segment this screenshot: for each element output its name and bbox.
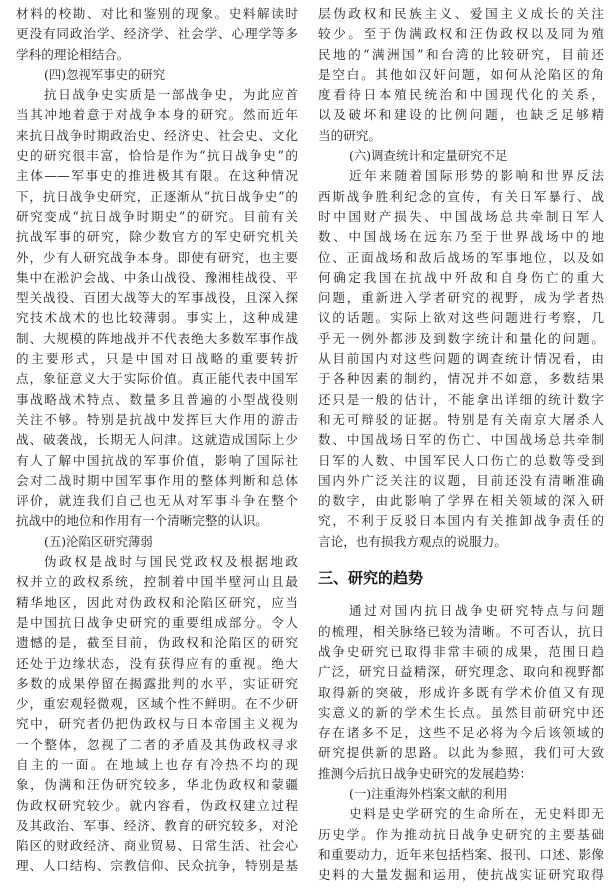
text-line: 和重要动力，近年来包括档案、报刊、口述、影像 (318, 846, 604, 862)
text-line: 较少。至于伪满政权和汪伪政权以及同为殖 (318, 26, 604, 42)
text-line: 及其政治、军事、经济、教育的研究较多，对沦 (16, 817, 298, 833)
text-line: 广泛，研究日益精深，研究理念、取向和视野都 (318, 664, 604, 680)
text-line: 型关战役、百团大战等大的军事战役，且深入探 (16, 290, 298, 306)
text-line: 存在诸多不足，这些不足必将为今后该领域的 (318, 725, 604, 741)
subsection-heading: (四)忽视军事史的研究 (44, 66, 166, 82)
text-line: 还只是一般的估计，不能拿出详细的统计数字 (318, 391, 604, 407)
text-line: 民地的“满洲国”和台湾的比较研究，目前还 (318, 46, 604, 62)
text-line: 主体——军事史的推进极其有限。在这种情况 (16, 168, 298, 184)
text-line: 当的研究。 (318, 127, 381, 143)
text-line: 史料是史学研究的生命所在，无史料即无 (349, 806, 604, 822)
section-heading: 三、研究的趋势 (318, 569, 424, 588)
text-line: 近年来随着国际形势的影响和世界反法 (349, 168, 604, 184)
text-line: 时中国财产损失、中国战场总共牵制日军人 (318, 208, 604, 224)
text-line: 理、人口结构、宗教信仰、民众抗争，特别是基 (16, 858, 298, 874)
text-line: 取得新的突破，形成许多既有学术价值又有现 (318, 684, 604, 700)
subsection-heading: (五)沦陷区研究薄弱 (44, 533, 153, 549)
text-line: 抗日战争史实质是一部战争史，为此应首 (44, 87, 298, 103)
text-line: 通过对国内抗日战争史研究特点与问题 (349, 603, 604, 619)
text-line: 陷区的财政经济、商业贸易、日常生活、社会心 (16, 838, 298, 854)
paragraph (16, 4, 298, 65)
text-line: 来抗日战争时期政治史、经济史、社会史、文化 (16, 127, 298, 143)
text-line: 多数的成果停留在揭露批判的水平，实证研究 (16, 675, 298, 691)
paragraph (318, 4, 604, 146)
text-line: 议的话题。实际上欲对这些问题进行考察，几 (318, 310, 604, 326)
text-line: 问题，重新进入学者研究的视野，成为学者热 (318, 290, 604, 306)
text-line: 伪政权研究较少。就内容看，伪政权建立过程 (16, 797, 298, 813)
text-line: 点，象征意义大于实际价值。真正能代表中国军 (16, 371, 298, 387)
text-line: 更没有同政治学、经济学、社会学、心理学等多 (16, 26, 298, 42)
left-column (16, 4, 298, 877)
text-line: 自主的一面。在地域上也存有冷热不均的现 (16, 756, 298, 772)
text-line: 的数字，由此影响了学界在相关领域的深入研 (318, 493, 604, 509)
text-line: 史的研究很丰富，恰恰是作为“抗日战争史”的 (16, 148, 298, 164)
text-line: 评价，就连我们自己也无从对军事斗争在整个 (16, 493, 298, 509)
paragraph (16, 552, 298, 877)
text-line: 集中在淞沪会战、中条山战役、豫湘桂战役、平 (16, 269, 298, 285)
text-line: 权并立的政权系统，控制着中国半壁河山且最 (16, 574, 298, 590)
paragraph (318, 804, 604, 885)
text-line: 遗憾的是，截至目前，伪政权和沦陷区的研究 (16, 635, 298, 651)
text-line: 是空白。其他如汉奸问题，如何从沦陷区的角 (318, 66, 604, 82)
text-line: 数、中国战场日军的伤亡、中国战场总共牵制 (318, 432, 604, 448)
text-line: 有人了解中国抗战的军事价值，影响了国际社 (16, 452, 298, 468)
paragraph (318, 166, 604, 552)
text-line: 抗战军事的研究，除少数官方的军史研究机关 (16, 229, 298, 245)
paragraph (318, 601, 604, 784)
text-line: 数、中国战场在远东乃至于世界战场中的地 (318, 229, 604, 245)
text-line: 是中国抗日战争史研究的重要组成部分。令人 (16, 614, 298, 630)
text-line: 位、正面战场和敌后战场的军事地位，以及如 (318, 249, 604, 265)
right-column (318, 4, 604, 885)
text-line: 研究提供新的思路。以此为参照，我们可大致 (318, 745, 604, 761)
text-line: 关注不够。特别是抗战中发挥巨大作用的游击 (16, 411, 298, 427)
text-line: 日军的人数、中国军民人口伤亡的总数等受到 (318, 452, 604, 468)
paragraph (16, 85, 298, 532)
text-line: 乎无一例外都涉及到数字统计和量化的问题。 (318, 330, 604, 346)
text-line: 会对二战时期中国军事作用的整体判断和总体 (16, 472, 298, 488)
text-line: 究，不利于反驳日本国内有关推卸战争责任的 (318, 513, 604, 529)
text-line: 材料的校勘、对比和鉴别的现象。史料解读时 (16, 6, 298, 21)
text-line: 战、破袭战，长期无人问津。这就造成国际上少 (16, 432, 298, 448)
text-line: 西斯战争胜利纪念的宣传，有关日军暴行、战 (318, 188, 604, 204)
text-line: 层伪政权和民族主义、爱国主义成长的关注 (318, 6, 604, 21)
text-line: 还处于边缘状态，没有获得应有的重视。绝大 (16, 655, 298, 671)
text-line: 推测今后抗日战争史研究的发展趋势： (318, 765, 533, 781)
text-line: 战争史研究已取得非常丰硕的成果，范围日趋 (318, 643, 604, 659)
text-line: 外，少有人研究战争本身。即使有研究，也主要 (16, 249, 298, 265)
text-line: 从目前国内对这些问题的调查统计情况看，由 (318, 351, 604, 367)
text-line: 何确定我国在抗战中歼敌和自身伤亡的重大 (318, 269, 604, 285)
text-line: 精华地区，因此对伪政权和沦陷区研究，应当 (16, 594, 298, 610)
text-line: 事战略战术特点、数量多且普遍的小型战役则 (16, 391, 298, 407)
text-line: 究技术战术的也比较薄弱。事实上，这种成建 (16, 310, 298, 326)
text-line: 历史学。作为推动抗日战争史研究的主要基础 (318, 826, 604, 842)
text-line: 学科的理论相结合。 (16, 46, 130, 62)
text-line: 抗战中的地位和作用有一个清晰完整的认识。 (16, 513, 268, 529)
text-line: 史料的大量发掘和运用，使抗战实证研究取得 (318, 867, 604, 883)
text-line: 以及破坏和建设的比例问题，也缺乏足够精 (318, 107, 604, 123)
text-line: 于各种因素的制约，情况并不如意，多数结果 (318, 371, 604, 387)
text-line: 一个整体，忽视了二者的矛盾及其伪政权寻求 (16, 736, 298, 752)
text-line: 当其冲地着意于对战争本身的研究。然而近年 (16, 107, 298, 123)
text-line: 伪政权是战时与国民党政权及根据地政 (44, 554, 298, 570)
subsection-heading: (六)调查统计和定量研究不足 (349, 148, 508, 164)
text-line: 研究变成“抗日战争时期史”的研究。目前有关 (16, 208, 298, 224)
text-line: 的梳理，相关脉络已较为清晰。不可否认，抗日 (318, 623, 604, 639)
text-line: 和无可辩驳的证据。特别是有关南京大屠杀人 (318, 411, 604, 427)
text-line: 实意义的新的学术生长点。虽然目前研究中还 (318, 704, 604, 720)
subsection-heading: (一)注重海外档案文献的利用 (349, 785, 508, 801)
text-line: 少，重宏观轻微观，区域个性不鲜明。在不少研 (16, 696, 298, 712)
text-line: 度看待日本殖民统治和中国现代化的关系， (318, 87, 604, 103)
text-line: 制、大规模的阵地战并不代表绝大多数军事作战 (16, 330, 298, 346)
text-line: 究中，研究者仍把伪政权与日本帝国主义视为 (16, 716, 298, 732)
text-line: 下，抗日战争史研究，正逐渐从“抗日战争史”的 (16, 188, 298, 204)
text-line: 象，伪满和汪伪研究较多，华北伪政权和蒙疆 (16, 777, 298, 793)
text-line: 的主要形式，只是中国对日战略的重要转折 (16, 351, 298, 367)
text-line: 言论，也有损我方观点的说服力。 (318, 533, 507, 549)
text-line: 国内外广泛关注的议题，目前还没有清晰准确 (318, 472, 604, 488)
